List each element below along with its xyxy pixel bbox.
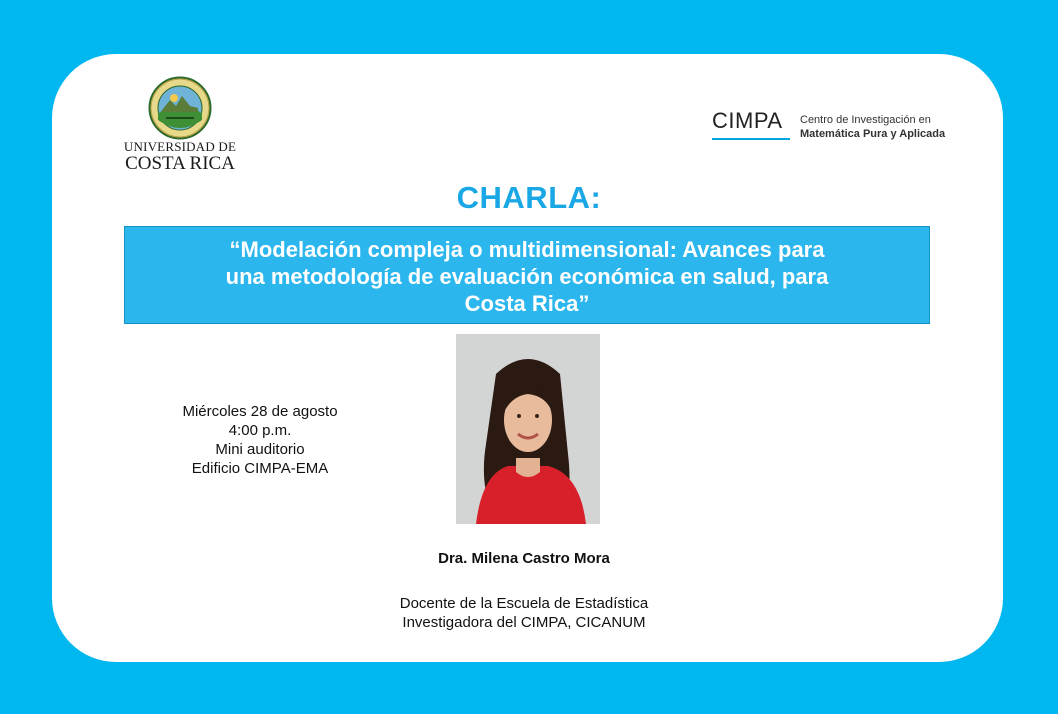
talk-heading: CHARLA:: [456, 180, 602, 215]
talk-title-line1: “Modelación compleja o multidimensional: Avances para: [229, 237, 825, 262]
cimpa-underline: [712, 138, 790, 140]
speaker-roles: [0, 594, 1048, 632]
speaker-name: Dra. Milena Castro Mora: [438, 550, 610, 567]
event-details: [150, 402, 370, 478]
speaker-role-2: Investigadora del CIMPA, CICANUM: [402, 614, 646, 631]
ucr-logo: [118, 76, 242, 174]
cimpa-wordmark: CIMPA: [712, 108, 783, 133]
event-building: Edificio CIMPA-EMA: [191, 460, 329, 477]
university-seal-icon: [148, 76, 212, 140]
ucr-line2: COSTA RICA: [125, 153, 235, 174]
cimpa-subtitle: [800, 113, 945, 141]
cimpa-subtitle-line2: Matemática Pura y Aplicada: [800, 128, 946, 140]
ucr-line1: UNIVERSIDAD DE: [123, 139, 237, 154]
speaker-portrait-icon: [456, 334, 600, 524]
speaker-role-1: Docente de la Escuela de Estadística: [399, 595, 649, 612]
talk-title-line3: Costa Rica”: [464, 291, 590, 316]
event-time: 4:00 p.m.: [228, 422, 292, 439]
speaker-photo: [456, 334, 600, 524]
event-room: Mini auditorio: [215, 441, 305, 458]
cimpa-logo: [712, 108, 962, 144]
talk-title-line2: una metodología de evaluación económica en salud, para: [225, 264, 829, 289]
talk-title-box: [124, 226, 930, 324]
cimpa-subtitle-line1: Centro de Investigación en: [800, 114, 931, 126]
ucr-wordmark: [118, 140, 242, 173]
event-date: Miércoles 28 de agosto: [182, 403, 338, 420]
